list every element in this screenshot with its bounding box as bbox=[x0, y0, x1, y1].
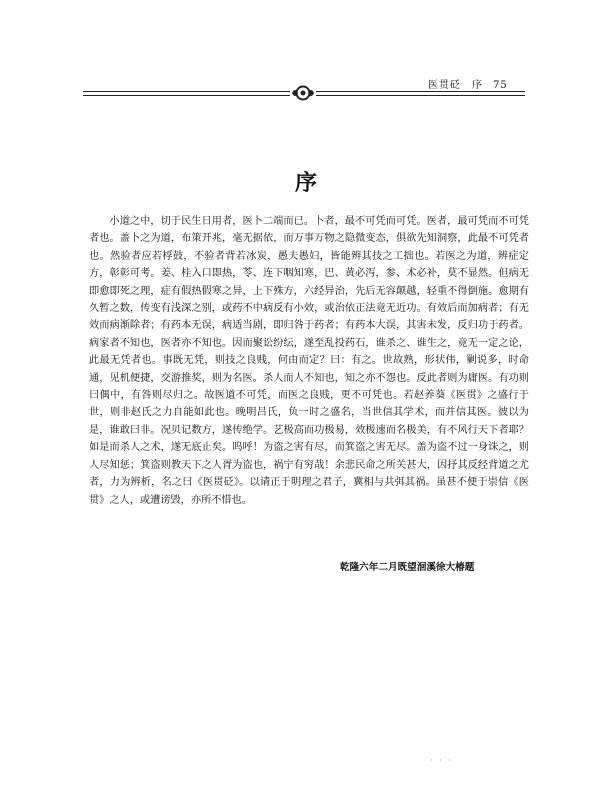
scan-specks: · · · bbox=[430, 756, 453, 765]
decorative-ornament-icon bbox=[290, 84, 316, 102]
signature-line: 乾隆六年二月既望洄溪徐大椿题 bbox=[340, 562, 475, 573]
running-header bbox=[428, 76, 508, 91]
running-title: 医贯砭 序 bbox=[428, 80, 483, 91]
page-number: 75 bbox=[493, 80, 508, 91]
preface-body: 小道之中，切于民生日用者，医卜二端而已。卜者，最不可凭而可凭。医者，最可凭而不可凭者也。盖卜之为道，布策开兆，毫无据依，而万事万物之隐微变态，俱欲先知洞察，此最不可凭者也。然验者应若桴鼓，不验者背若冰炭，愚夫愚妇，皆能辨其技之工拙也。若医之为道，辨症定方，彰彰可考。姜、桂入口即热，苓、连下咽知寒，巴、黄必泻，参、术必补，莫不显然。但病无即愈即死之理，症有假热假寒之异，上下殊方，六经异治，先后无容颠越，轻重不得倒施。愈期有久暂之数，传变有浅深之别，或药不中病反有小效，或治依正法竟无近功。有效后而加病者；有无效而病渐除者；有药本无误，病适当剧，即归咎于药者；有药本大误，其害未发，反归功于药者。病家者不知也，医者亦不知也。因而聚讼纷纭，遂至乱投药石，谁杀之、谁生之，竟无一定之论，此最无凭者也。事既无凭，则技之良贱，何由而定？曰：有之。世故熟，形状伟，剿说多，时命通，见机便捷，交游推奖，则为名医。杀人而人不知也，知之亦不怨也。反此者则为庸医。有功则曰偶中，有咎则尽归之。故医道不可凭，而医之良贱，更不可凭也。若赵养葵《医贯》之盛行于世，则非赵氏之力自能如此也。晚明吕氏，负一时之盛名，当世信其学术，而并信其医。彼以为是，谁敢曰非。况贝记数方，遂传绝学。艺极高而功极易，效极速而名极美，有不风行天下者耶？如是而杀人之术，遂无底止矣。呜呼！为盗之害有尽，而箕盗之害无尽。盖为盗不过一身诛之，则人尽知惩；箕盗则教天下之人胥为盗也，祸宁有穷哉！余悲民命之所关甚大，因抒其反经背道之尤者，力为辨析，名之曰《医贯砭》。以请正于明理之君子，冀相与共弭其祸。虽甚不便于崇信《医贯》之人，或遭谤毁，亦所不惜也。 bbox=[89, 216, 529, 506]
page-title: 序 bbox=[294, 170, 317, 196]
